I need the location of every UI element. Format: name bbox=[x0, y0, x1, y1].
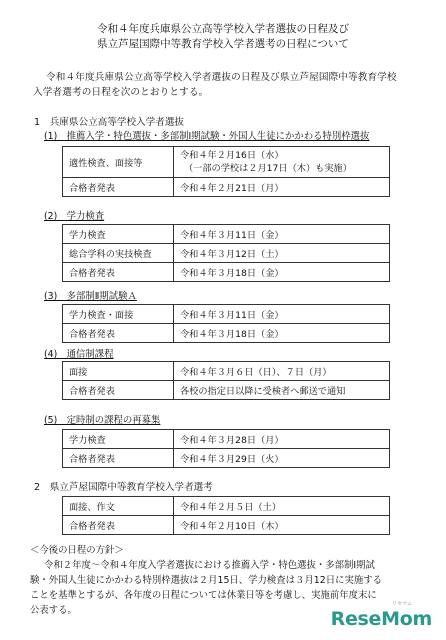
policy-heading: ＜今後の日程の方針＞ bbox=[30, 545, 124, 556]
table-row bbox=[63, 449, 390, 468]
row-date: 令和４年３月11日（金） bbox=[174, 225, 390, 244]
row-label: 合格者発表 bbox=[63, 178, 174, 197]
row-label: 合格者発表 bbox=[63, 324, 174, 343]
row-date: 令和４年３月29日（火） bbox=[174, 449, 390, 468]
row-label: 合格者発表 bbox=[63, 516, 174, 535]
schedule-table-2 bbox=[62, 224, 390, 282]
schedule-table-6 bbox=[62, 496, 390, 535]
row-label: 面接 bbox=[63, 362, 174, 381]
intro-line2: 入学者選考の日程を次のとおりとする。 bbox=[33, 87, 209, 98]
table-row bbox=[63, 516, 390, 535]
table-row bbox=[63, 497, 390, 516]
row-date: 令和４年３月28日（月） bbox=[174, 430, 390, 449]
subsection-5-text: (5) 定時制の課程の再募集 bbox=[44, 415, 161, 426]
row-label: 総合学科の実技検査 bbox=[63, 244, 174, 263]
policy-line1: 令和２年度～令和４年度入学者選抜における推薦入学・特色選抜・多部制Ⅰ期試 bbox=[44, 560, 375, 571]
row-label: 学力検査・面接 bbox=[63, 305, 174, 324]
subsection-2-text: (2) 学力検査 bbox=[44, 211, 105, 222]
table-row bbox=[63, 430, 390, 449]
subsection-1-heading bbox=[44, 130, 369, 144]
section-2-heading: 2 県立芦屋国際中等教育学校入学者選考 bbox=[34, 482, 213, 493]
row-date: 令和４年３月18日（金） bbox=[174, 263, 390, 282]
table-row bbox=[63, 305, 390, 324]
policy-line2: 験・外国人生徒にかかわる特別枠選抜は２月15日、学力検査は３月12日に実施する bbox=[30, 575, 382, 586]
row-label: 適性検査、面接等 bbox=[63, 147, 174, 178]
table-row bbox=[63, 244, 390, 263]
row-date: 令和４年２月５日（土） bbox=[174, 497, 390, 516]
row-date-main: 令和４年２月16日（水） bbox=[180, 150, 284, 161]
row-label: 面接、作文 bbox=[63, 497, 174, 516]
table-row bbox=[63, 263, 390, 282]
subsection-4-heading bbox=[44, 348, 114, 362]
table-row bbox=[63, 324, 390, 343]
logo-subtext: リセマム bbox=[392, 601, 412, 607]
row-date: 令和４年３月12日（土） bbox=[174, 244, 390, 263]
table-row bbox=[63, 362, 390, 381]
row-date: 令和４年３月６日（日）、７日（月） bbox=[174, 362, 390, 381]
table-row bbox=[63, 147, 390, 178]
doc-title-line1: 令和４年度兵庫県公立高等学校入学者選抜の日程及び bbox=[97, 23, 349, 35]
row-label: 合格者発表 bbox=[63, 449, 174, 468]
schedule-table-1 bbox=[62, 146, 390, 197]
row-date: 令和４年３月11日（金） bbox=[174, 305, 390, 324]
row-label: 合格者発表 bbox=[63, 381, 174, 400]
subsection-2-heading bbox=[44, 210, 104, 224]
row-date bbox=[174, 147, 390, 178]
subsection-1-text: (1) 推薦入学・特色選抜・多部制Ⅰ期試験・外国人生徒にかかわる特別枠選抜 bbox=[44, 131, 370, 142]
table-row bbox=[63, 381, 390, 400]
subsection-3-text: (3) 多部制Ⅱ期試験Ａ bbox=[44, 291, 137, 302]
subsection-5-heading bbox=[44, 414, 160, 428]
policy-line3: ことを基準とするが、各年度の日程については休業日等を考慮し、実施前年度末に bbox=[30, 590, 377, 601]
row-date: 各校の指定日以降に受検者へ郵送で通知 bbox=[174, 381, 390, 400]
row-label: 合格者発表 bbox=[63, 263, 174, 282]
schedule-table-4 bbox=[62, 361, 390, 400]
resemom-logo: ReseMom bbox=[330, 608, 432, 630]
row-date: 令和４年２月21日（月） bbox=[174, 178, 390, 197]
table-row bbox=[63, 178, 390, 197]
schedule-table-5 bbox=[62, 429, 390, 468]
doc-title-line2: 県立芦屋国際中等教育学校入学者選考の日程について bbox=[97, 38, 349, 50]
table-row bbox=[63, 225, 390, 244]
row-date: 令和４年２月10日（木） bbox=[174, 516, 390, 535]
intro-line1: 令和４年度兵庫県公立高等学校入学者選抜の日程及び県立芦屋国際中等教育学校 bbox=[46, 72, 397, 83]
schedule-table-3 bbox=[62, 304, 390, 343]
section-1-heading: 1 兵庫県公立高等学校入学者選抜 bbox=[34, 117, 185, 128]
row-date-note: （一部の学校は２月17日（木）も実施） bbox=[184, 163, 352, 174]
row-label: 学力検査 bbox=[63, 225, 174, 244]
subsection-4-text: (4) 通信制課程 bbox=[44, 349, 114, 360]
row-date: 令和４年３月18日（金） bbox=[174, 324, 390, 343]
subsection-3-heading bbox=[44, 290, 137, 304]
policy-line4: 公表する。 bbox=[30, 605, 77, 616]
row-label: 学力検査 bbox=[63, 430, 174, 449]
